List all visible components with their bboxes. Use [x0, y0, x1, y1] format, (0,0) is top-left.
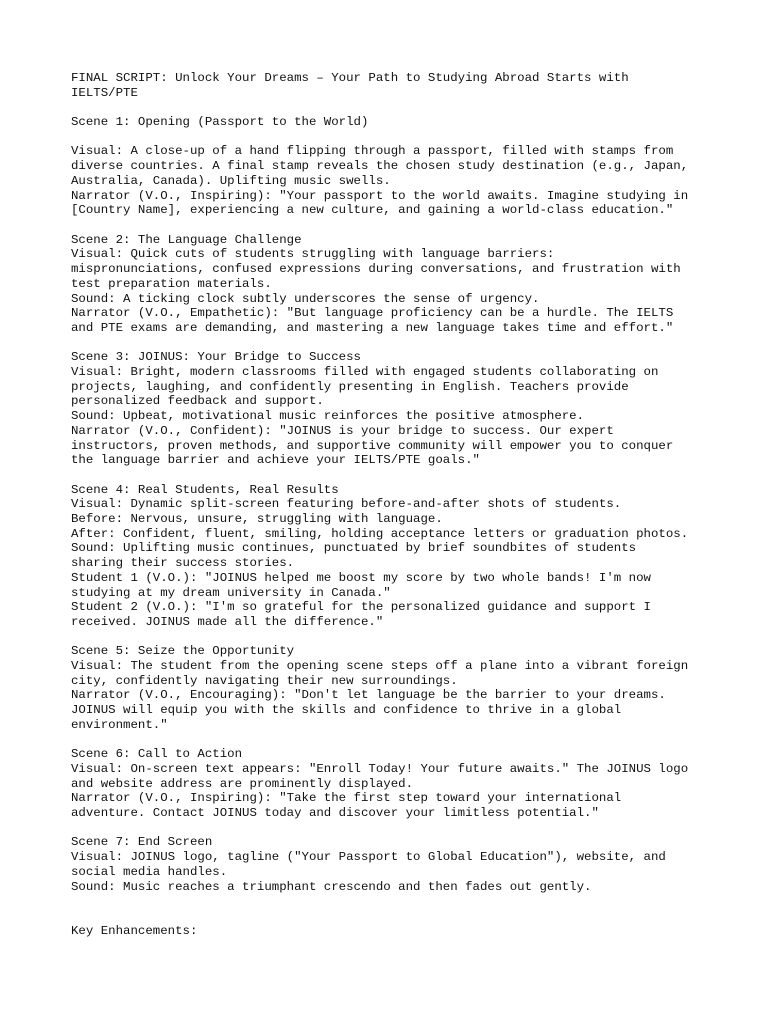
text-line: [Country Name], experiencing a new culture, and gaining a world-class education." [71, 203, 674, 218]
text-line [71, 130, 711, 145]
text-line: Narrator (V.O., Inspiring): "Take the first step toward your international [71, 791, 622, 806]
text-line: Student 2 (V.O.): "I'm so grateful for the personalized guidance and support I [71, 600, 651, 615]
text-line: Narrator (V.O., Inspiring): "Your passport to the world awaits. Imagine studying in [71, 188, 689, 203]
text-line: adventure. Contact JOINUS today and discover your limitless potential." [71, 806, 599, 821]
text-line [71, 821, 711, 836]
text-line: Narrator (V.O., Confident): "JOINUS is your bridge to success. Our expert [71, 423, 614, 438]
text-line: projects, laughing, and confidently presenting in English. Teachers provide [71, 379, 629, 394]
text-line: Sound: Upbeat, motivational music reinforces the positive atmosphere. [71, 409, 585, 424]
text-line: Australia, Canada). Uplifting music swells. [71, 173, 391, 188]
text-line [71, 336, 711, 351]
text-line: IELTS/PTE [71, 85, 138, 100]
text-line: diverse countries. A final stamp reveals the chosen study destination (e.g., Japan, [71, 159, 689, 174]
text-line [71, 100, 711, 115]
text-line [71, 733, 711, 748]
text-line: and PTE exams are demanding, and mastering a new language takes time and effort." [71, 320, 674, 335]
text-line: Scene 2: The Language Challenge [71, 232, 302, 247]
text-line: Before: Nervous, unsure, struggling with language. [71, 512, 443, 527]
text-line [71, 909, 711, 924]
text-line: Scene 7: End Screen [71, 835, 213, 850]
text-line [71, 630, 711, 645]
text-line: After: Confident, fluent, smiling, holding acceptance letters or graduation photos. [71, 526, 689, 541]
text-line: Visual: Bright, modern classrooms filled with engaged students collaborating on [71, 365, 659, 379]
text-line [71, 468, 711, 483]
text-line: environment." [71, 717, 168, 732]
text-line: instructors, proven methods, and supportive community will empower you to conquer [71, 438, 674, 453]
text-line: Scene 5: Seize the Opportunity [71, 644, 295, 659]
text-line [71, 218, 711, 233]
text-line: Visual: On-screen text appears: "Enroll Today! Your future awaits." The JOINUS logo [71, 761, 689, 776]
text-line: received. JOINUS made all the difference." [71, 614, 384, 629]
text-line: Visual: A close-up of a hand flipping through a passport, filled with stamps from [71, 144, 674, 159]
text-line: Visual: Quick cuts of students struggling with language barriers: [71, 247, 555, 262]
text-line: personalized feedback and support. [71, 394, 324, 409]
text-line: Sound: Uplifting music continues, punctuated by brief soundbites of students [71, 541, 637, 556]
text-line [71, 894, 711, 909]
text-line: FINAL SCRIPT: Unlock Your Dreams – Your Path to Studying Abroad Starts with [71, 71, 629, 85]
text-line: Key Enhancements: [71, 923, 198, 938]
text-line: Visual: JOINUS logo, tagline ("Your Passport to Global Education"), website, and [71, 850, 666, 865]
text-line: and website address are prominently displayed. [71, 776, 414, 791]
text-line: Narrator (V.O., Empathetic): "But language proficiency can be a hurdle. The IELTS [71, 306, 674, 321]
text-line: Scene 3: JOINUS: Your Bridge to Success [71, 350, 361, 365]
text-line: Scene 6: Call to Action [71, 747, 243, 762]
text-line: Scene 4: Real Students, Real Results [71, 482, 339, 497]
text-line: Scene 1: Opening (Passport to the World) [71, 115, 369, 130]
text-line: the language barrier and achieve your IELTS/PTE goals." [71, 453, 480, 468]
text-line: mispronunciations, confused expressions during conversations, and frustration with [71, 262, 681, 277]
text-line: city, confidently navigating their new surroundings. [71, 673, 458, 688]
text-line: studying at my dream university in Canada." [71, 585, 391, 600]
text-line: Visual: Dynamic split-screen featuring before-and-after shots of students. [71, 497, 622, 512]
script-text-body [71, 71, 711, 938]
text-line: Sound: Music reaches a triumphant crescendo and then fades out gently. [71, 879, 592, 894]
text-line: Student 1 (V.O.): "JOINUS helped me boost my score by two whole bands! I'm now [71, 570, 651, 585]
text-line: Narrator (V.O., Encouraging): "Don't let language be the barrier to your dreams. [71, 688, 666, 703]
text-line: Sound: A ticking clock subtly underscores the sense of urgency. [71, 291, 540, 306]
text-line: test preparation materials. [71, 276, 272, 291]
text-line: sharing their success stories. [71, 556, 295, 571]
text-line: Visual: The student from the opening scene steps off a plane into a vibrant foreign [71, 659, 689, 674]
text-line: social media handles. [71, 864, 228, 879]
text-line: JOINUS will equip you with the skills and confidence to thrive in a global [71, 703, 622, 718]
